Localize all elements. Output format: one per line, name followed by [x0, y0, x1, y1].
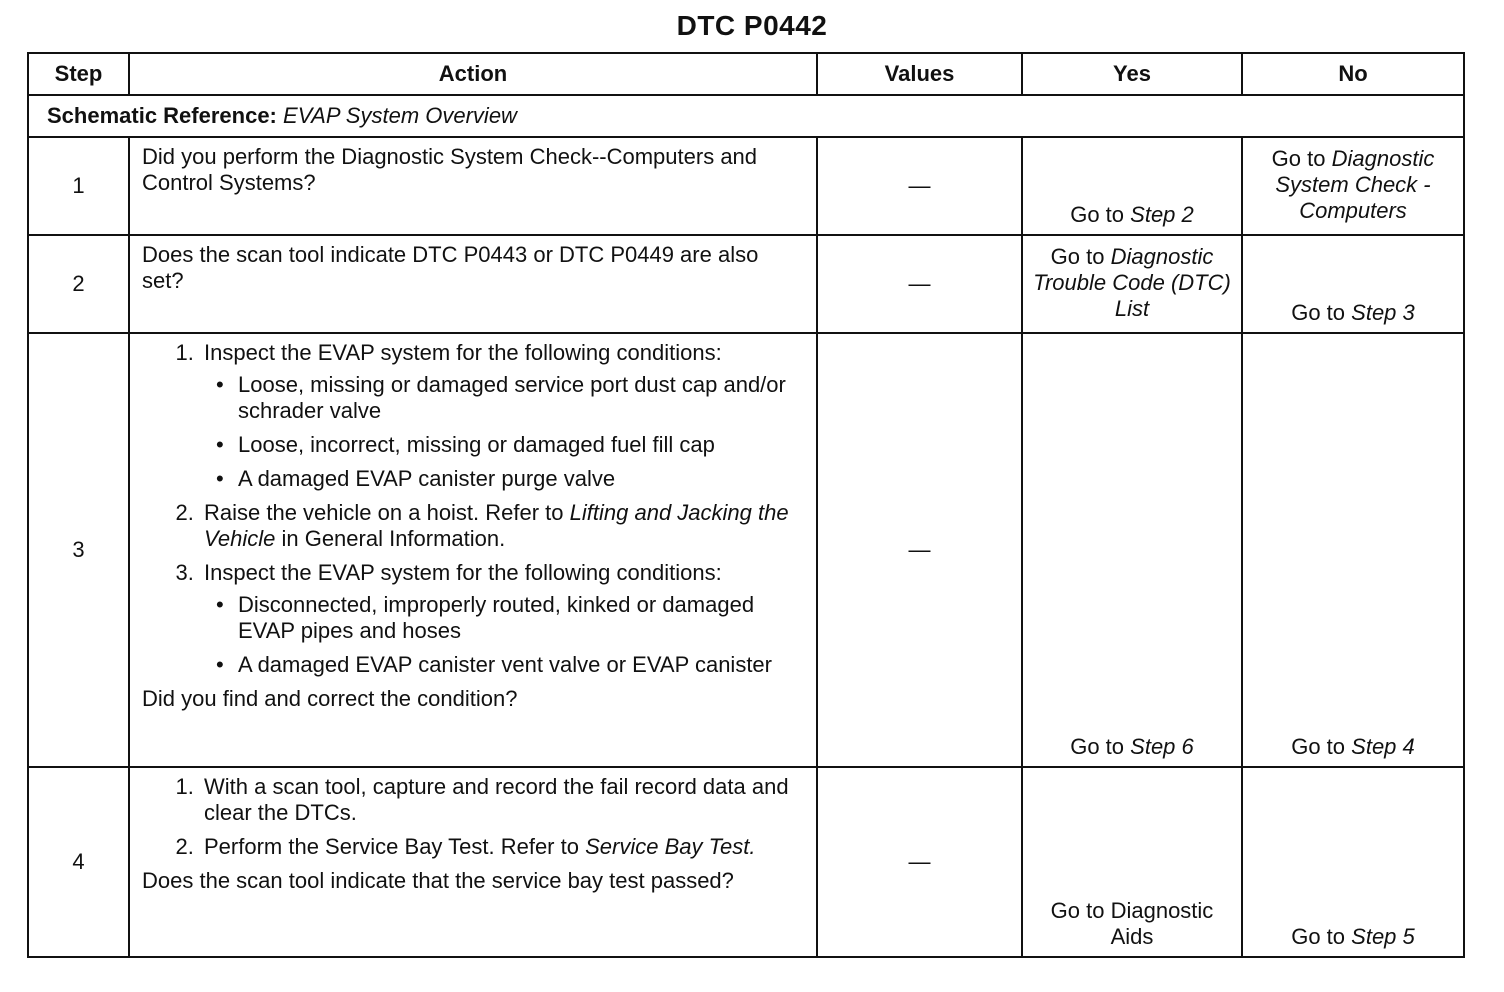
list-item-text: Perform the Service Bay Test. Refer to: [204, 834, 579, 859]
list-item: [200, 560, 806, 678]
bullet-item: • A damaged EVAP canister vent valve or EVAP canister: [238, 652, 806, 678]
action-cell: [129, 333, 817, 767]
step-number: 2: [28, 235, 129, 333]
list-item-text: Inspect the EVAP system for the following conditions:: [204, 560, 722, 585]
table-row: [28, 235, 1464, 333]
no-prefix: Go to: [1291, 300, 1346, 325]
no-link[interactable]: Step 3: [1351, 300, 1415, 325]
table-row: [28, 333, 1464, 767]
table-row: [28, 767, 1464, 957]
step-number: 3: [28, 333, 129, 767]
yes-cell: [1022, 333, 1242, 767]
reference-link[interactable]: Lifting and Jacking the Vehicle: [204, 500, 789, 551]
action-cell: [129, 137, 817, 235]
list-item: [200, 340, 806, 492]
yes-link[interactable]: Go to Diagnostic Aids: [1050, 898, 1214, 949]
no-link[interactable]: Diagnostic System Check - Computers: [1275, 146, 1435, 223]
no-link[interactable]: Step 5: [1351, 924, 1415, 949]
step-number: 1: [28, 137, 129, 235]
header-yes: Yes: [1022, 53, 1242, 95]
list-item: 1. With a scan tool, capture and record the fail record data and clear the DTCs.: [200, 774, 806, 826]
action-cell: [129, 235, 817, 333]
header-row: [28, 53, 1464, 95]
yes-prefix: Go to: [1070, 734, 1125, 759]
table-row: [28, 137, 1464, 235]
bullet-item: • Disconnected, improperly routed, kinked or damaged EVAP pipes and hoses: [238, 592, 806, 644]
schematic-link[interactable]: EVAP System Overview: [283, 103, 517, 128]
list-item-text: Raise the vehicle on a hoist. Refer to: [204, 500, 564, 525]
list-item-text: in General Information.: [281, 526, 506, 551]
schematic-row: [28, 95, 1464, 137]
no-cell: [1242, 333, 1464, 767]
list-item-text: Inspect the EVAP system for the following conditions:: [204, 340, 722, 365]
bullet-item: • Loose, missing or damaged service port dust cap and/or schrader valve: [238, 372, 806, 424]
header-action: Action: [129, 53, 817, 95]
values-cell: —: [817, 235, 1022, 333]
action-question: Did you find and correct the condition?: [142, 686, 518, 711]
no-cell: [1242, 235, 1464, 333]
schematic-label: Schematic Reference:: [47, 103, 277, 128]
reference-link[interactable]: Service Bay Test.: [585, 834, 756, 859]
no-link[interactable]: Step 4: [1351, 734, 1415, 759]
action-question: Does the scan tool indicate DTC P0443 or DTC P0449 are also set?: [142, 242, 759, 293]
action-question: Did you perform the Diagnostic System Check--Computers and Control Systems?: [142, 144, 758, 195]
no-prefix: Go to: [1271, 146, 1326, 171]
no-cell: [1242, 767, 1464, 957]
bullet-list: [204, 592, 806, 678]
bullet-item: • A damaged EVAP canister purge valve: [238, 466, 806, 492]
yes-prefix: Go to: [1070, 202, 1125, 227]
header-no: No: [1242, 53, 1464, 95]
yes-prefix: Go to: [1050, 244, 1105, 269]
action-list: [142, 774, 806, 860]
yes-cell: [1022, 137, 1242, 235]
header-values: Values: [817, 53, 1022, 95]
values-cell: —: [817, 137, 1022, 235]
step-number: 4: [28, 767, 129, 957]
no-prefix: Go to: [1291, 734, 1346, 759]
values-cell: —: [817, 767, 1022, 957]
yes-link[interactable]: Step 6: [1130, 734, 1194, 759]
action-cell: [129, 767, 817, 957]
list-item: [200, 500, 806, 552]
list-item: [200, 834, 806, 860]
page-title: DTC P0442: [676, 10, 828, 41]
action-list: [142, 340, 806, 678]
values-cell: —: [817, 333, 1022, 767]
bullet-list: [204, 372, 806, 492]
no-cell: [1242, 137, 1464, 235]
yes-link[interactable]: Diagnostic Trouble Code (DTC) List: [1033, 244, 1231, 321]
bullet-item: • Loose, incorrect, missing or damaged fuel fill cap: [238, 432, 806, 458]
yes-cell: [1022, 767, 1242, 957]
yes-link[interactable]: Step 2: [1130, 202, 1194, 227]
header-step: Step: [28, 53, 129, 95]
schematic-reference: [28, 95, 1464, 137]
yes-cell: [1022, 235, 1242, 333]
diagnostic-table: [27, 52, 1465, 958]
no-prefix: Go to: [1291, 924, 1346, 949]
action-question: Does the scan tool indicate that the service bay test passed?: [142, 868, 734, 893]
